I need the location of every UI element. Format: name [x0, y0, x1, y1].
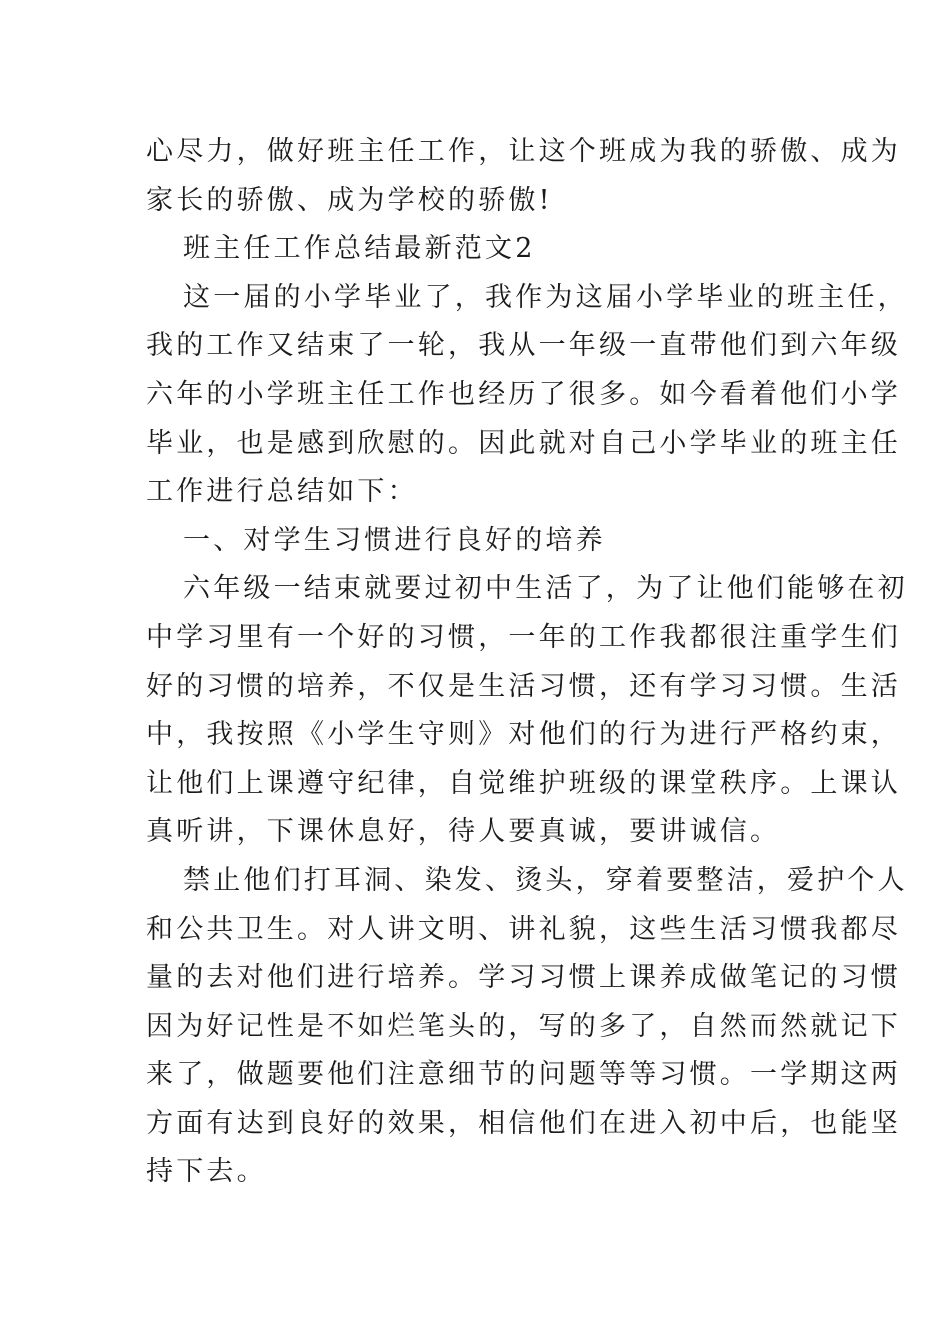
text-line: 我的工作又结束了一轮，我从一年级一直带他们到六年级	[146, 330, 901, 362]
text-line: 禁止他们打耳洞、染发、烫头，穿着要整洁，爱护个人	[183, 864, 908, 896]
text-line: 毕业，也是感到欣慰的。因此就对自己小学毕业的班主任	[146, 427, 901, 459]
text-line: 这一届的小学毕业了，我作为这届小学毕业的班主任，	[183, 281, 908, 313]
text-line: 家长的骄傲、成为学校的骄傲!	[146, 184, 553, 216]
text-line: 和公共卫生。对人讲文明、讲礼貌，这些生活习惯我都尽	[146, 913, 901, 945]
text-line: 六年级一结束就要过初中生活了，为了让他们能够在初	[183, 573, 908, 605]
text-line: 持下去。	[146, 1156, 267, 1188]
text-line: 来了，做题要他们注意细节的问题等等习惯。一学期这两	[146, 1059, 901, 1091]
text-line: 心尽力，做好班主任工作，让这个班成为我的骄傲、成为	[146, 136, 901, 167]
document-body	[146, 128, 908, 1197]
text-line: 一、对学生习惯进行良好的培养	[183, 524, 606, 556]
text-line: 中，我按照《小学生守则》对他们的行为进行严格约束，	[146, 719, 901, 751]
text-line: 工作进行总结如下：	[146, 476, 418, 508]
text-line: 六年的小学班主任工作也经历了很多。如今看着他们小学	[146, 378, 901, 410]
text-line: 让他们上课遵守纪律，自觉维护班级的课堂秩序。上课认	[146, 767, 901, 799]
text-line: 中学习里有一个好的习惯，一年的工作我都很注重学生们	[146, 621, 901, 653]
text-line: 因为好记性是不如烂笔头的，写的多了，自然而然就记下	[146, 1010, 901, 1042]
text-line: 量的去对他们进行培养。学习习惯上课养成做笔记的习惯	[146, 962, 901, 994]
text-line: 方面有达到良好的效果，相信他们在进入初中后，也能坚	[146, 1107, 901, 1139]
text-line: 班主任工作总结最新范文2	[183, 233, 536, 265]
text-line: 真听讲，下课休息好，待人要真诚，要讲诚信。	[146, 816, 781, 848]
text-line: 好的习惯的培养，不仅是生活习惯，还有学习习惯。生活	[146, 670, 901, 702]
